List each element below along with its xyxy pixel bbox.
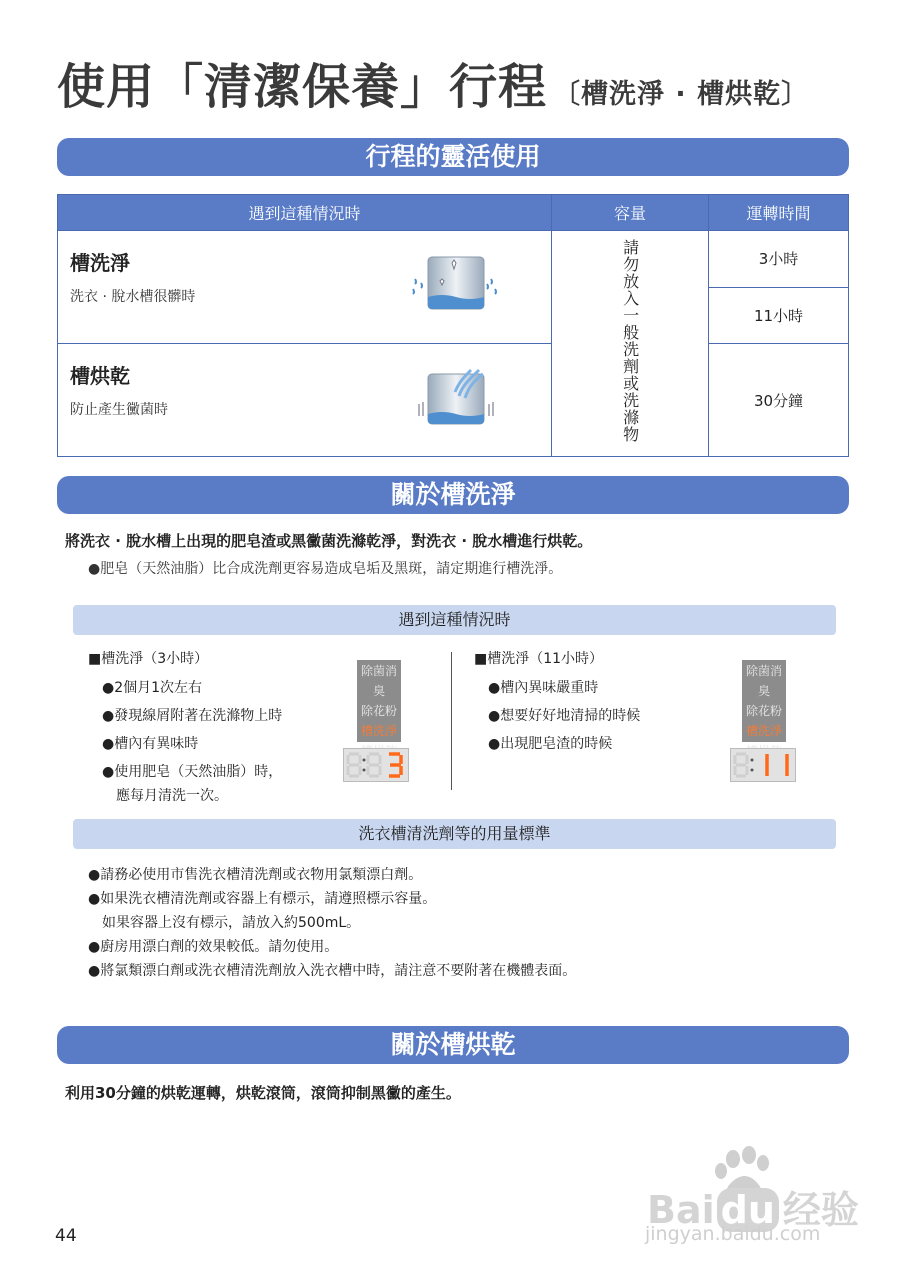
row-name: 槽洗淨 [70, 251, 130, 275]
lcd-display-right [730, 748, 796, 782]
panel-label: 除花粉 [745, 704, 782, 718]
panel-label-active: 槽洗淨 [360, 724, 397, 738]
detergent-item: ●廚房用漂白劑的效果較低。請勿使用。 [88, 939, 339, 955]
time-30m: 30分鐘 [709, 344, 849, 457]
baidu-watermark [645, 1145, 859, 1249]
row-desc: 防止產生黴菌時 [70, 402, 168, 418]
lcd-digits [344, 749, 408, 781]
row-tub-dry [58, 344, 552, 457]
section-band-tub-dry: 關於槽烘乾 [57, 1026, 849, 1064]
tub-wash-icon [411, 253, 501, 315]
left-column [88, 648, 282, 813]
detergent-item: ●將氯類漂白劑或洗衣槽清洗劑放入洗衣槽中時，請注意不要附著在機體表面。 [88, 963, 577, 979]
detergent-item: ●如果洗衣槽清洗劑或容器上有標示，請遵照標示容量。 [88, 891, 437, 907]
list-item: ●想要好好地清掃的時候 [488, 708, 641, 724]
usage-table [57, 194, 849, 457]
page-number: 44 [55, 1226, 77, 1246]
list-item: ●2個月1次左右 [102, 680, 203, 696]
list-item: ●使用肥皂（天然油脂）時， [102, 764, 283, 780]
watermark-brand-a: Bai [647, 1188, 715, 1232]
watermark-brand-b: du [717, 1188, 779, 1232]
header-time: 運轉時間 [709, 195, 849, 231]
column-divider [451, 652, 452, 790]
panel-label: 除菌消臭 [360, 664, 397, 698]
tub-dry-intro: 利用30分鐘的烘乾運轉，烘乾滾筒，滾筒抑制黑黴的產生。 [65, 1084, 461, 1102]
section-band-tub-wash: 關於槽洗淨 [57, 476, 849, 514]
tub-wash-note: ●肥皂（天然油脂）比合成洗劑更容易造成皂垢及黑斑，請定期進行槽洗淨。 [88, 561, 563, 577]
page-title-text: 使用「清潔保養」行程 [57, 59, 548, 115]
panel-label: 除菌消臭 [745, 664, 782, 698]
panel-label-active: 槽洗淨 [745, 724, 782, 738]
header-capacity: 容量 [552, 195, 709, 231]
left-heading: ■槽洗淨（3小時） [88, 651, 209, 667]
panel-label: 除花粉 [360, 704, 397, 718]
time-11h: 11小時 [709, 287, 849, 344]
list-item: ●槽內異味嚴重時 [488, 680, 599, 696]
list-item: ●出現肥皂渣的時候 [488, 736, 613, 752]
lcd-digits [731, 749, 795, 781]
right-heading: ■槽洗淨（11小時） [474, 651, 604, 667]
page-title [57, 48, 809, 117]
control-panel-left [357, 660, 401, 742]
control-panel-right [742, 660, 786, 742]
lcd-display-left [343, 748, 409, 782]
watermark-brand-cn: 经验 [782, 1188, 859, 1232]
tub-wash-intro: 將洗衣 · 脫水槽上出現的肥皂渣或黑黴菌洗滌乾淨，對洗衣 · 脫水槽進行烘乾。 [65, 532, 593, 550]
row-name: 槽烘乾 [70, 364, 130, 388]
capacity-note-cell [552, 231, 709, 457]
list-item: ●發現線屑附著在洗滌物上時 [102, 708, 283, 724]
tub-dry-icon [411, 366, 501, 428]
list-item: ●槽內有異味時 [102, 736, 199, 752]
capacity-note: 請勿放入一般洗劑或洗滌物 [620, 239, 640, 443]
time-3h: 3小時 [709, 231, 849, 288]
subheading-detergent: 洗衣槽清洗劑等的用量標準 [73, 819, 836, 849]
list-item-cont: 應每月清洗一次。 [116, 788, 228, 804]
section-band-usage: 行程的靈活使用 [57, 138, 849, 176]
watermark-url: jingyan.baidu.com [645, 1223, 821, 1245]
subheading-situation: 遇到這種情況時 [73, 605, 836, 635]
row-desc: 洗衣 · 脫水槽很髒時 [70, 289, 196, 305]
right-column [474, 648, 640, 761]
detergent-item: 如果容器上沒有標示，請放入約500mL。 [102, 915, 361, 931]
page-subtitle: 〔槽洗淨 · 槽烘乾〕 [553, 79, 810, 110]
detergent-item: ●請務必使用市售洗衣槽清洗劑或衣物用氯類漂白劑。 [88, 867, 423, 883]
row-tub-wash [58, 231, 552, 344]
header-situation: 遇到這種情況時 [58, 195, 552, 231]
